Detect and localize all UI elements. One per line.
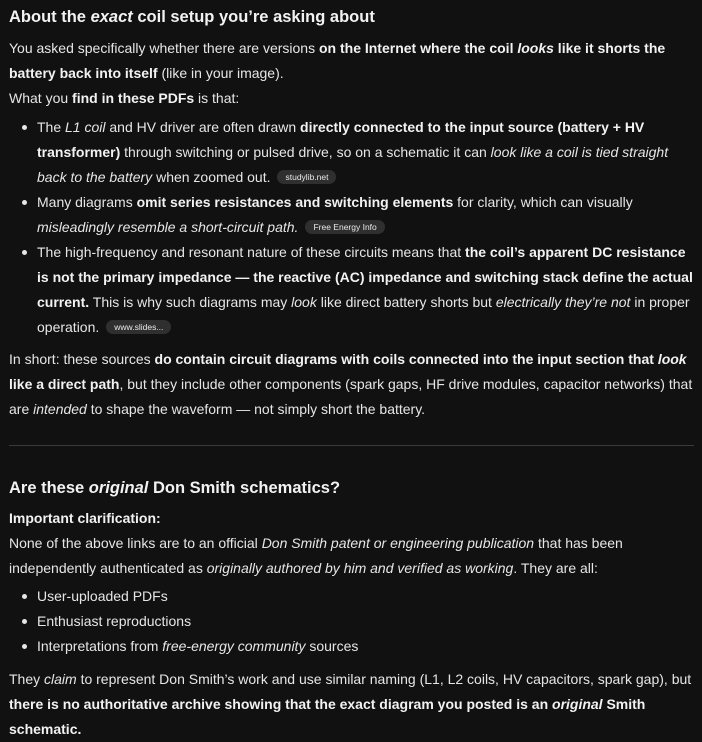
section-heading-original-schematics: Are these original Don Smith schematics?: [9, 479, 341, 497]
summary-paragraph: In short: these sources do contain circuit diagrams with coils connected into the input section that look like a direct path, but they include other components (spark gaps, HF drive modules, capacitor networks) that are intended to shape the waveform — not simply short the battery.: [9, 351, 693, 417]
list-item: User-uploaded PDFs: [9, 584, 696, 609]
list-item: Many diagrams omit series resistances and switching elements for clarity, which can visually misleadingly resemble a short-circuit path. Free Energy Info: [9, 190, 696, 240]
source-chip-studylib[interactable]: studylib.net: [277, 170, 336, 184]
list-item: Enthusiast reproductions: [9, 609, 696, 634]
section-heading-exact-coil: About the exact coil setup you’re asking about: [9, 8, 375, 26]
list-item: The high-frequency and resonant nature of these circuits means that the coil’s apparent DC resistance is not the primary impedance — the reactive (AC) impedance and switching stack define the actual current. This is why such diagrams may look like direct battery shorts but electrically they’re not in proper operation. www.slides...: [9, 240, 696, 340]
findings-list: [9, 115, 696, 340]
list-item: The L1 coil and HV driver are often drawn directly connected to the input source (battery + HV transformer) through switching or pulsed drive, so on a schematic it can look like a coil is tied straight back to the battery when zoomed out. studylib.net: [9, 115, 696, 190]
source-chip-slides[interactable]: www.slides...: [106, 320, 171, 334]
list-item: Interpretations from free-energy community sources: [9, 634, 696, 659]
source-types-list: [9, 584, 696, 659]
clarification-paragraph: Important clarification: None of the above links are to an official Don Smith patent or engineering publication that has been independently authenticated as originally authored by him and verified as working. They are all:: [9, 510, 623, 576]
claim-paragraph: They claim to represent Don Smith’s work and use similar naming (L1, L2 coils, HV capacitors, spark gap), but there is no authoritative archive showing that the exact diagram you posted is an original Smith schematic.: [9, 671, 692, 737]
source-chip-free-energy-info[interactable]: Free Energy Info: [305, 220, 384, 234]
intro-paragraph: You asked specifically whether there are versions on the Internet where the coil looks like it shorts the battery back into itself (like in your image). What you find in these PDFs is that:: [9, 40, 666, 106]
section-divider: [9, 445, 694, 446]
